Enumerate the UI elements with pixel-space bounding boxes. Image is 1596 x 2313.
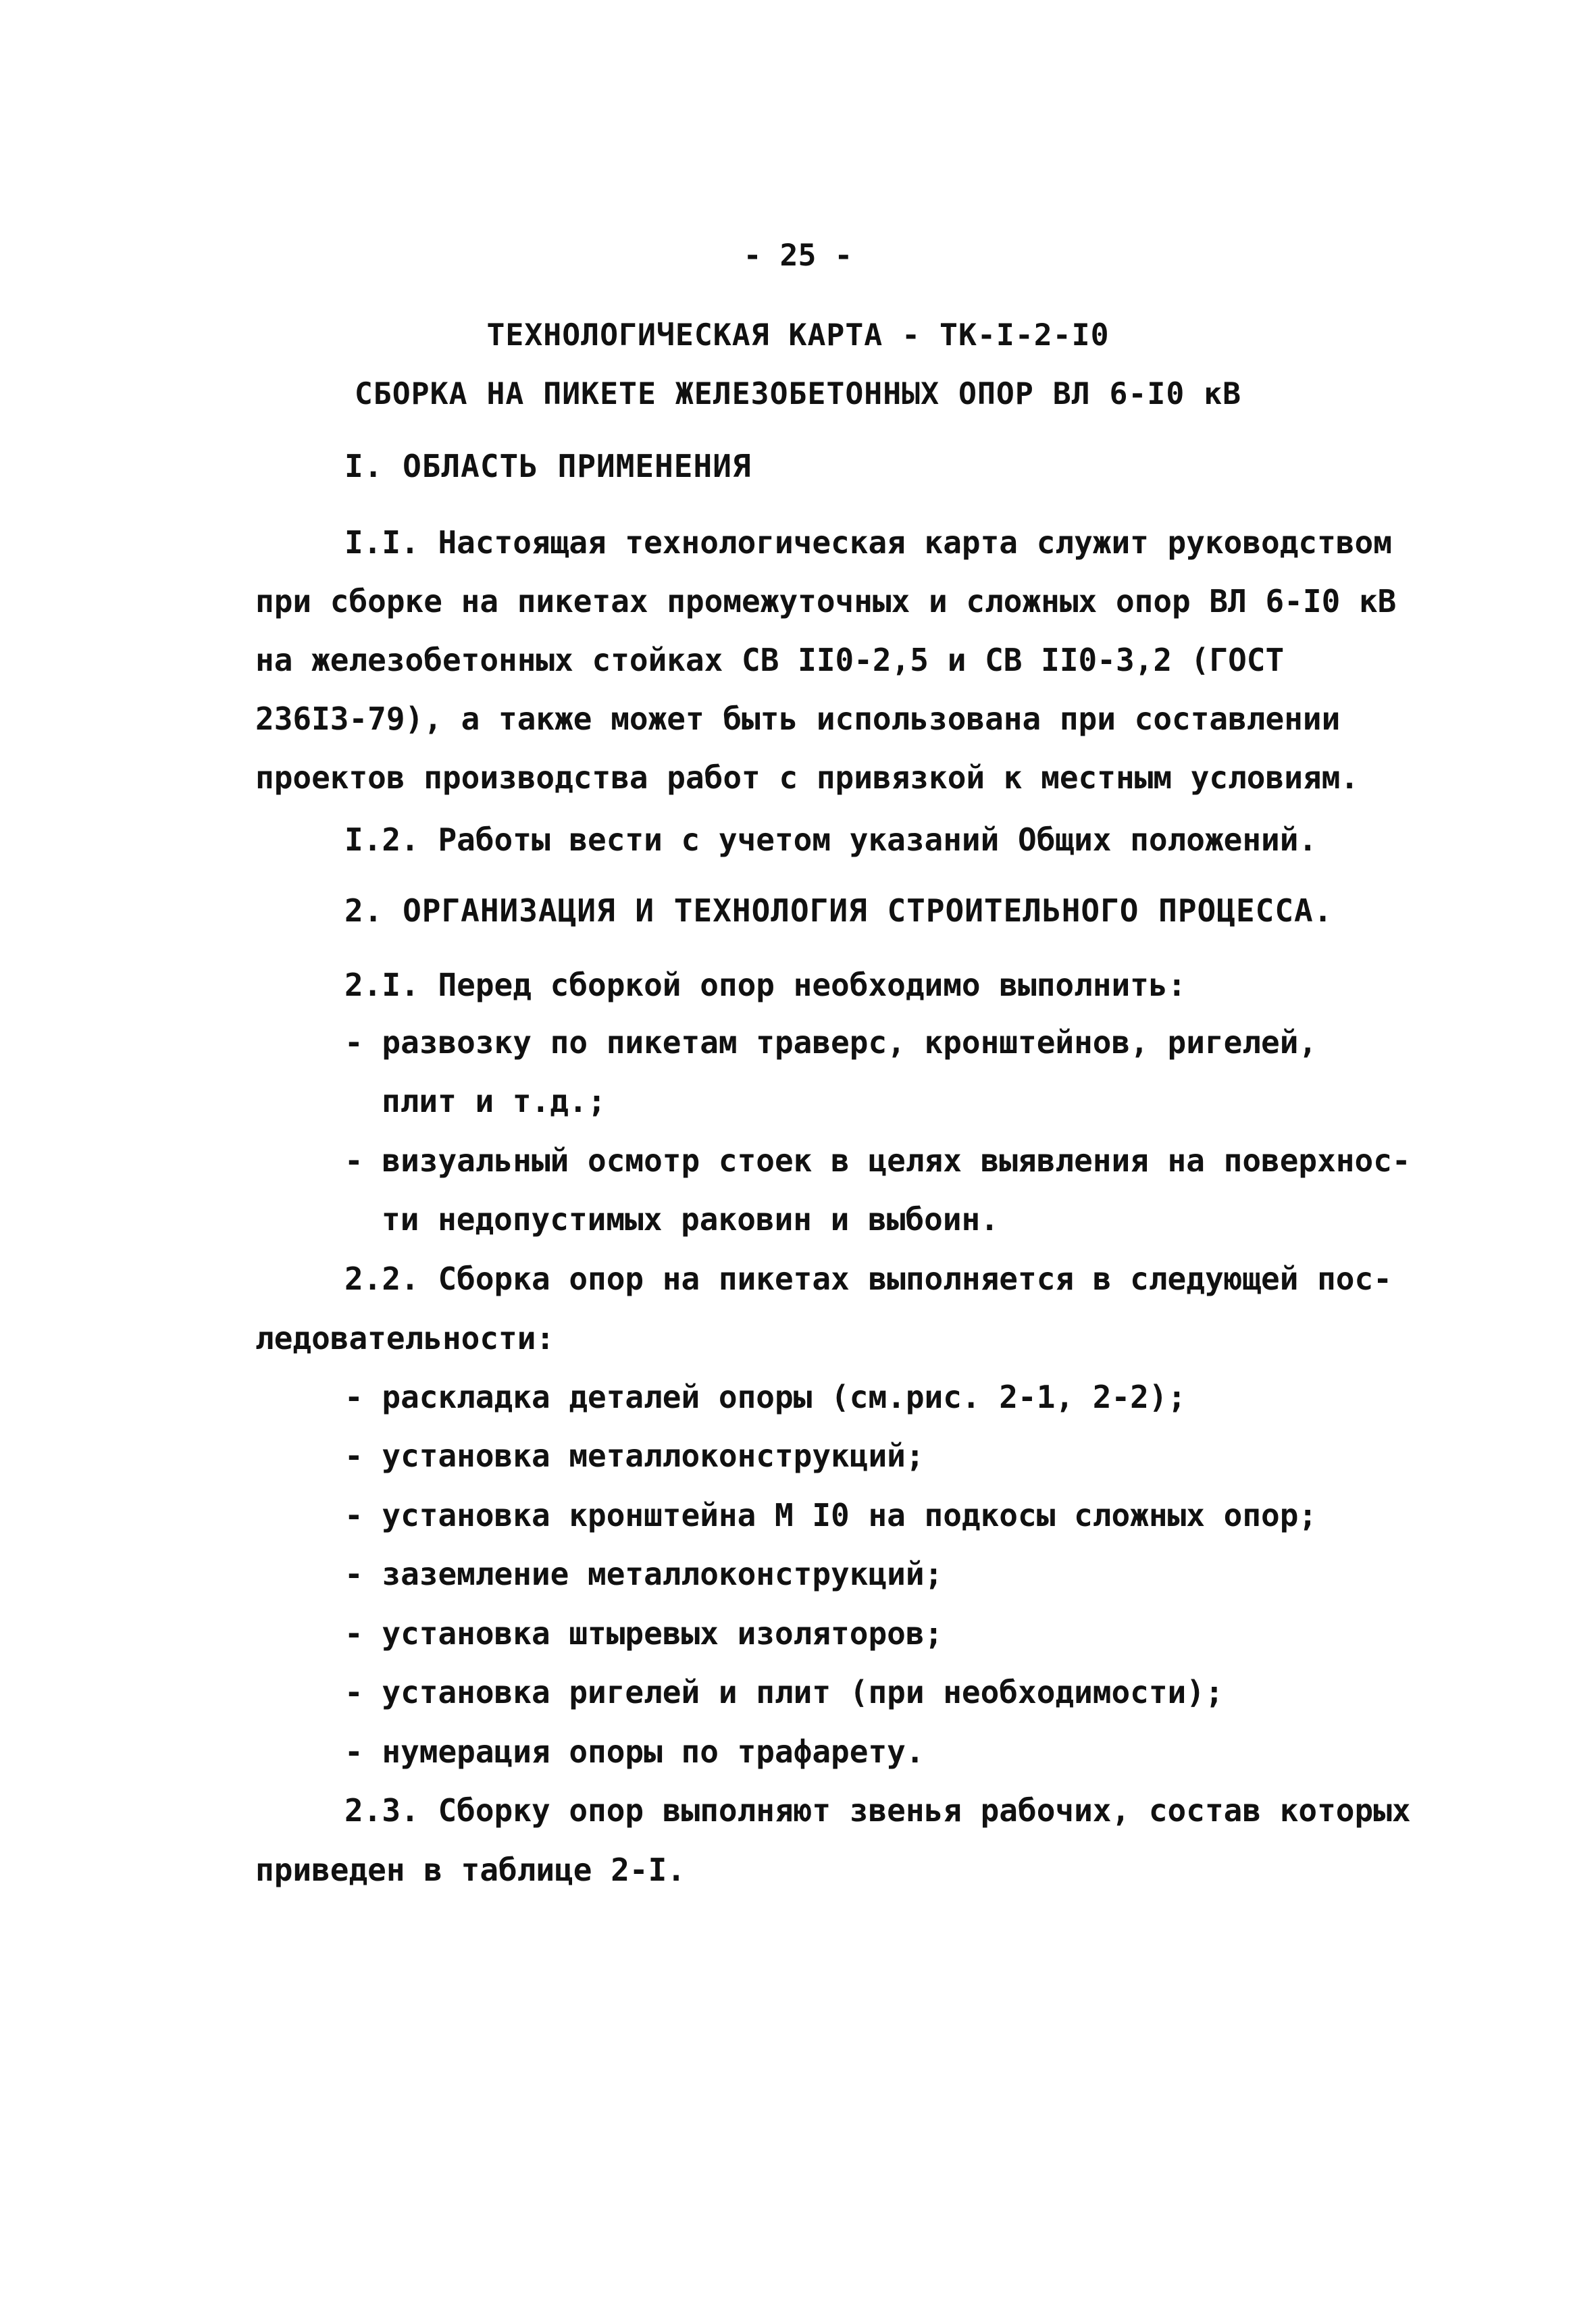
list-item: - нумерация опоры по трафарету. bbox=[344, 1733, 925, 1770]
card-title: ТЕХНОЛОГИЧЕСКАЯ КАРТА - ТК-I-2-I0 bbox=[486, 317, 1110, 353]
list-item: - визуальный осмотр стоек в целях выявления на поверхнос- bbox=[344, 1142, 1411, 1179]
list-item: - установка металлоконструкций; bbox=[344, 1438, 925, 1474]
paragraph-line: 236I3-79), а также может быть использована при составлении bbox=[255, 701, 1341, 737]
list-item-continuation: плит и т.д.; bbox=[382, 1083, 607, 1119]
list-item: - раскладка деталей опоры (см.рис. 2-1, 2-2); bbox=[344, 1379, 1187, 1415]
paragraph-line: 2.2. Сборка опор на пикетах выполняется в следующей пос- bbox=[344, 1261, 1392, 1297]
paragraph-line: 2.3. Сборку опор выполняют звенья рабочих, состав которых bbox=[344, 1792, 1411, 1829]
list-item: - установка штыревых изоляторов; bbox=[344, 1615, 944, 1652]
list-item: - развозку по пикетам траверс, кронштейнов, ригелей, bbox=[344, 1024, 1318, 1061]
paragraph-line: приведен в таблице 2-I. bbox=[255, 1852, 686, 1888]
paragraph-line: проектов производства работ с привязкой к местным условиям. bbox=[255, 759, 1359, 796]
paragraph-line: 2.I. Перед сборкой опор необходимо выполнить: bbox=[344, 967, 1187, 1003]
paragraph-line: ледовательности: bbox=[255, 1320, 555, 1356]
page-number: - 25 - bbox=[743, 237, 853, 273]
list-item: - заземление металлоконструкций; bbox=[344, 1556, 944, 1592]
list-item-continuation: ти недопустимых раковин и выбоин. bbox=[382, 1201, 999, 1238]
paragraph-line: I.2. Работы вести с учетом указаний Общих положений. bbox=[344, 821, 1318, 858]
paragraph-line: на железобетонных стойках СВ II0-2,5 и СВ II0-3,2 (ГОСТ bbox=[255, 642, 1285, 678]
list-item: - установка кронштейна М I0 на подкосы сложных опор; bbox=[344, 1497, 1318, 1533]
card-subtitle: СБОРКА НА ПИКЕТЕ ЖЕЛЕЗОБЕТОННЫХ ОПОР ВЛ 6-I0 кВ bbox=[354, 376, 1242, 411]
paragraph-line: при сборке на пикетах промежуточных и сложных опор ВЛ 6-I0 кВ bbox=[255, 583, 1397, 619]
paragraph-line: I.I. Настоящая технологическая карта служит руководством bbox=[344, 524, 1392, 561]
list-item: - установка ригелей и плит (при необходимости); bbox=[344, 1674, 1224, 1710]
section-2-heading: 2. ОРГАНИЗАЦИЯ И ТЕХНОЛОГИЯ СТРОИТЕЛЬНОГО ПРОЦЕССА. bbox=[344, 892, 1333, 929]
section-1-heading: I. ОБЛАСТЬ ПРИМЕНЕНИЯ bbox=[344, 448, 752, 484]
